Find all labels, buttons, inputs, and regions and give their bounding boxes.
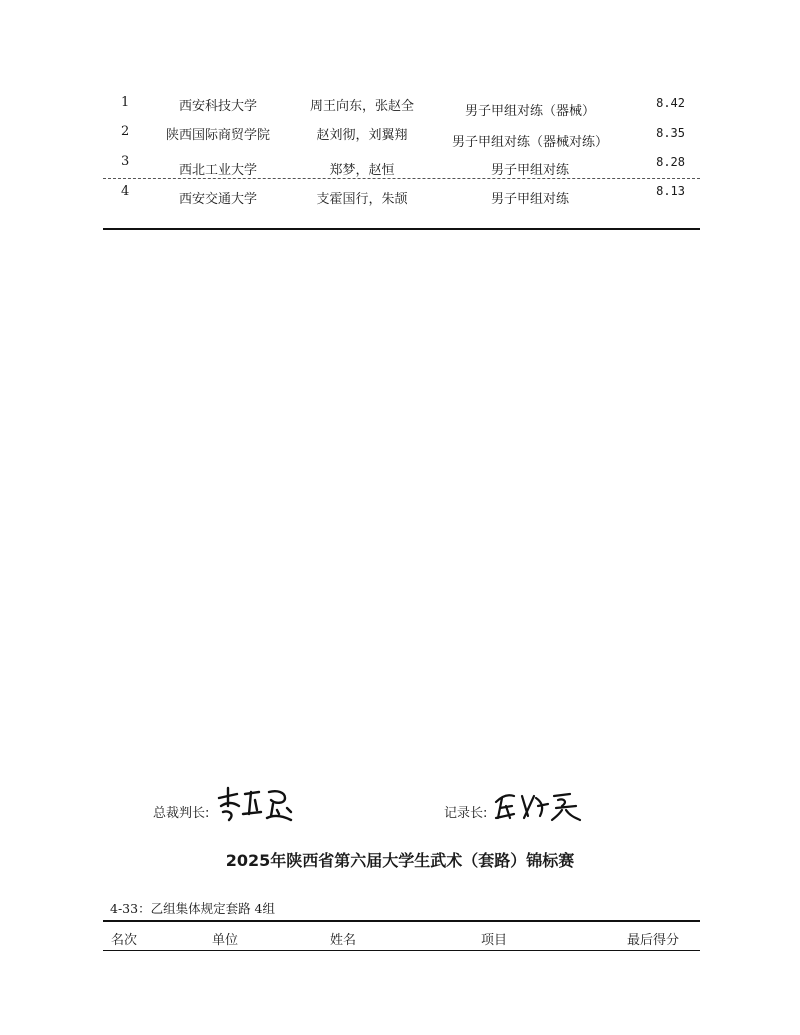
rank-cell: 3 bbox=[121, 154, 130, 169]
names-cell: 郑梦，赵恒 bbox=[329, 163, 395, 178]
unit-cell: 西安交通大学 bbox=[178, 192, 257, 207]
table-bottom-rule bbox=[103, 228, 700, 230]
unit-cell: 西安科技大学 bbox=[178, 99, 257, 114]
names-cell: 支霍国行，朱颉 bbox=[316, 192, 408, 207]
page-title: 2025年陕西省第六届大学生武术（套路）锦标赛 bbox=[225, 851, 575, 870]
header-rank: 名次 bbox=[111, 933, 138, 948]
names-cell: 赵刘彻，刘翼翔 bbox=[316, 128, 408, 143]
rank-cell: 2 bbox=[121, 124, 130, 139]
chief-referee-label: 总裁判长: bbox=[153, 806, 210, 821]
score-cell: 8.13 bbox=[656, 184, 685, 198]
rank-cell: 1 bbox=[121, 95, 130, 110]
event-cell: 男子甲组对练（器械） bbox=[464, 104, 595, 119]
section-subtitle: 4-33：乙组集体规定套路 4组 bbox=[110, 901, 276, 916]
chief-referee-signature bbox=[215, 784, 305, 824]
header-bottom-rule bbox=[103, 950, 700, 951]
unit-cell: 西北工业大学 bbox=[178, 163, 257, 178]
score-cell: 8.42 bbox=[656, 96, 685, 110]
recorder-label: 记录长: bbox=[444, 806, 488, 821]
score-cell: 8.35 bbox=[656, 126, 685, 140]
unit-cell: 陕西国际商贸学院 bbox=[165, 128, 270, 143]
recorder-signature bbox=[492, 788, 584, 824]
names-cell: 周王向东，张赵全 bbox=[309, 99, 414, 114]
header-name: 姓名 bbox=[330, 933, 357, 948]
event-cell: 男子甲组对练 bbox=[490, 192, 569, 207]
header-score: 最后得分 bbox=[627, 933, 680, 948]
header-event: 项目 bbox=[481, 933, 508, 948]
event-cell: 男子甲组对练（器械对练） bbox=[451, 135, 608, 150]
rank-cell: 4 bbox=[121, 184, 130, 199]
event-cell: 男子甲组对练 bbox=[490, 163, 569, 178]
header-unit: 单位 bbox=[212, 933, 239, 948]
score-cell: 8.28 bbox=[656, 155, 685, 169]
row-divider bbox=[103, 178, 700, 179]
header-top-rule bbox=[103, 920, 700, 922]
